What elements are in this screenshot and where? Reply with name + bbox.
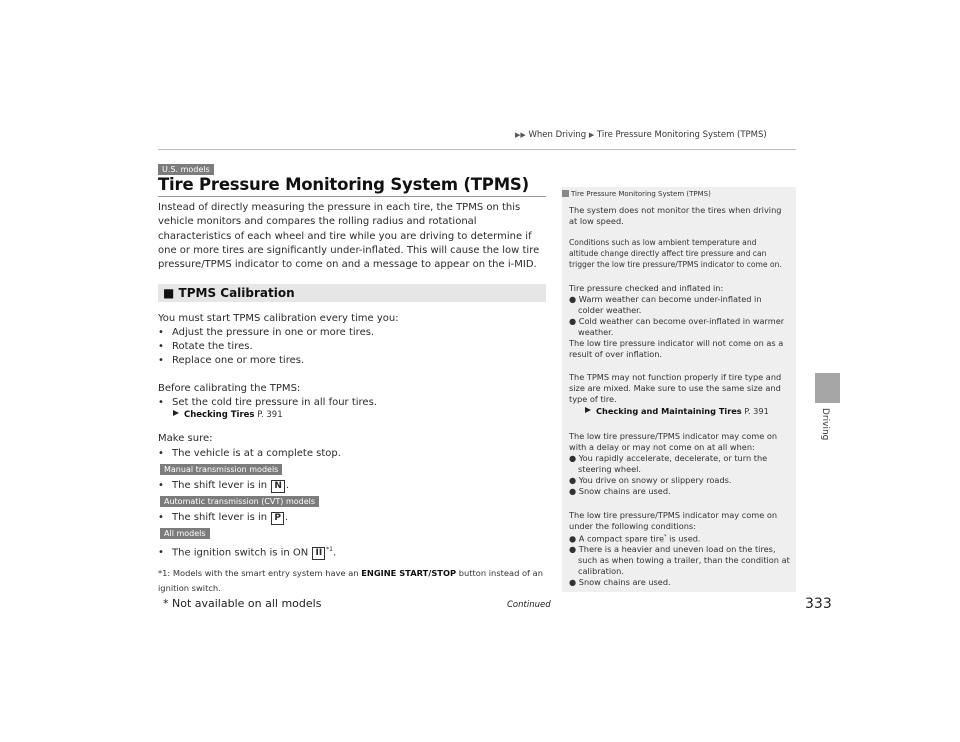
sidebar-line: ● There is a heavier and uneven load on the tires, xyxy=(569,544,776,554)
reference-arrow-icon xyxy=(584,406,593,415)
bullet-icon: • xyxy=(158,547,164,559)
section-title: ■ TPMS Calibration xyxy=(163,286,295,300)
before-intro: Before calibrating the TPMS: xyxy=(158,383,301,394)
list-item: • Set the cold tire pressure in all four tires. xyxy=(158,397,377,408)
chapter-label: Driving xyxy=(820,408,830,441)
header-rule xyxy=(158,149,796,150)
footnote-marker: *1 xyxy=(326,546,333,553)
bullet-icon: ● xyxy=(569,533,579,544)
page-title: Tire Pressure Monitoring System (TPMS) xyxy=(158,175,529,194)
sidebar-heading: Tire Pressure Monitoring System (TPMS) xyxy=(562,190,711,198)
page-number: 333 xyxy=(805,596,832,612)
ignition-on-key: II xyxy=(312,547,325,560)
sidebar-line: result of over inflation. xyxy=(569,349,663,359)
title-rule xyxy=(158,196,546,197)
sidebar-line: ● Snow chains are used. xyxy=(569,577,671,587)
list-item: • The ignition switch is in ON II $^{*1}$. xyxy=(158,546,337,559)
bullet-icon: • xyxy=(158,355,164,366)
sidebar-line: with a delay or may not come on at all when: xyxy=(569,442,755,452)
bullet-icon: ● xyxy=(569,294,579,304)
tag-automatic-transmission: Automatic transmission (CVT) models xyxy=(160,496,319,507)
tag-us-models: U.S. models xyxy=(158,164,214,175)
sidebar-line: The low tire pressure/TPMS indicator may come on xyxy=(569,431,778,441)
sidebar-line: ● You rapidly accelerate, decelerate, or turn the xyxy=(569,453,768,463)
square-bullet-icon: ■ xyxy=(163,286,179,300)
bullet-icon: • xyxy=(158,480,164,491)
arrow-icon: ▶ xyxy=(588,131,595,139)
list-item: • The shift lever is in N . xyxy=(158,480,290,491)
sidebar-line: colder weather. xyxy=(578,305,642,315)
sidebar-line: trigger the low tire pressure/TPMS indicator to come on. xyxy=(569,260,782,269)
sidebar-line: altitude change directly affect tire pressure and can xyxy=(569,249,767,258)
cross-reference-link[interactable]: Checking Tires P. 391 xyxy=(172,409,283,420)
sidebar-line: weather. xyxy=(578,327,614,337)
sidebar-line: size are mixed. Make sure to use the same size and xyxy=(569,383,781,393)
list-item: • The vehicle is at a complete stop. xyxy=(158,448,341,459)
bullet-icon: • xyxy=(158,512,164,523)
bullet-icon: • xyxy=(158,397,164,408)
sidebar-line: ● Warm weather can become under-inflated in xyxy=(569,294,762,304)
sidebar-cross-reference-link[interactable]: Checking and Maintaining Tires P. 391 xyxy=(584,406,769,416)
sidebar-line: type of tire. xyxy=(569,394,617,404)
list-item: • Rotate the tires. xyxy=(158,341,253,352)
continued-label: Continued xyxy=(507,600,551,610)
sidebar-line: The low tire pressure/TPMS indicator may come on xyxy=(569,510,778,520)
note-marker-icon xyxy=(562,190,569,197)
footnote: *1: Models with the smart entry system have an ENGINE START/STOP button instead of an ignition switch. xyxy=(158,568,543,593)
tag-manual-transmission: Manual transmission models xyxy=(160,464,282,475)
bullet-icon: • xyxy=(158,341,164,352)
chapter-tab-marker xyxy=(815,373,840,403)
intro-paragraph: Instead of directly measuring the pressure in each tire, the TPMS on this vehicle monitors and compares the rolling radius and rotational characteristics of each wheel and tire while you are driving to determine if one or more tires are significantly under-inflated. This will cause the low tire pressure/TPMS indicator to come on and a message to appear on the i-MID. xyxy=(158,202,540,271)
sidebar-line: Tire pressure checked and inflated in: xyxy=(569,283,724,293)
make-sure-intro: Make sure: xyxy=(158,433,213,444)
sidebar-line: The low tire pressure indicator will not come on as a xyxy=(569,338,784,348)
sidebar-line: Conditions such as low ambient temperature and xyxy=(569,238,757,247)
sidebar-line: The TPMS may not function properly if tire type and xyxy=(569,372,782,382)
availability-note: * Not available on all models xyxy=(163,597,322,610)
sidebar-line: such as when towing a trailer, than the condition at xyxy=(578,555,790,565)
sidebar-line: calibration. xyxy=(578,566,624,576)
tag-all-models: All models xyxy=(160,528,210,539)
bullet-icon: ● xyxy=(569,453,579,463)
bullet-icon: ● xyxy=(569,577,579,587)
bullet-icon: ● xyxy=(569,316,579,326)
list-item: • The shift lever is in P . xyxy=(158,512,289,523)
sidebar-line: ● Snow chains are used. xyxy=(569,486,671,496)
shift-p-key: P xyxy=(271,512,284,525)
bullet-icon: • xyxy=(158,448,164,459)
sidebar-line: under the following conditions: xyxy=(569,521,696,531)
sidebar-line: ● A compact spare tire* is used. xyxy=(569,533,701,544)
sidebar-line: steering wheel. xyxy=(578,464,642,474)
bullet-icon: • xyxy=(158,327,164,338)
bullet-icon: ● xyxy=(569,486,579,496)
start-intro: You must start TPMS calibration every time you: xyxy=(158,313,399,324)
shift-n-key: N xyxy=(271,480,285,493)
bullet-icon: ● xyxy=(569,544,579,554)
breadcrumb-topic: Tire Pressure Monitoring System (TPMS) xyxy=(596,130,767,140)
breadcrumb-section: When Driving xyxy=(528,130,587,140)
double-arrow-icon: ▶▶ xyxy=(515,131,526,139)
list-item: • Replace one or more tires. xyxy=(158,355,305,366)
reference-arrow-icon xyxy=(172,409,181,418)
breadcrumb xyxy=(515,130,767,140)
sidebar-line: ● You drive on snowy or slippery roads. xyxy=(569,475,732,485)
sidebar-line: ● Cold weather can become over-inflated in warmer xyxy=(569,316,785,326)
list-item: • Adjust the pressure in one or more tires. xyxy=(158,327,375,338)
sidebar-line: The system does not monitor the tires when driving xyxy=(569,205,782,215)
bullet-icon: ● xyxy=(569,475,579,485)
sidebar-line: at low speed. xyxy=(569,216,624,226)
